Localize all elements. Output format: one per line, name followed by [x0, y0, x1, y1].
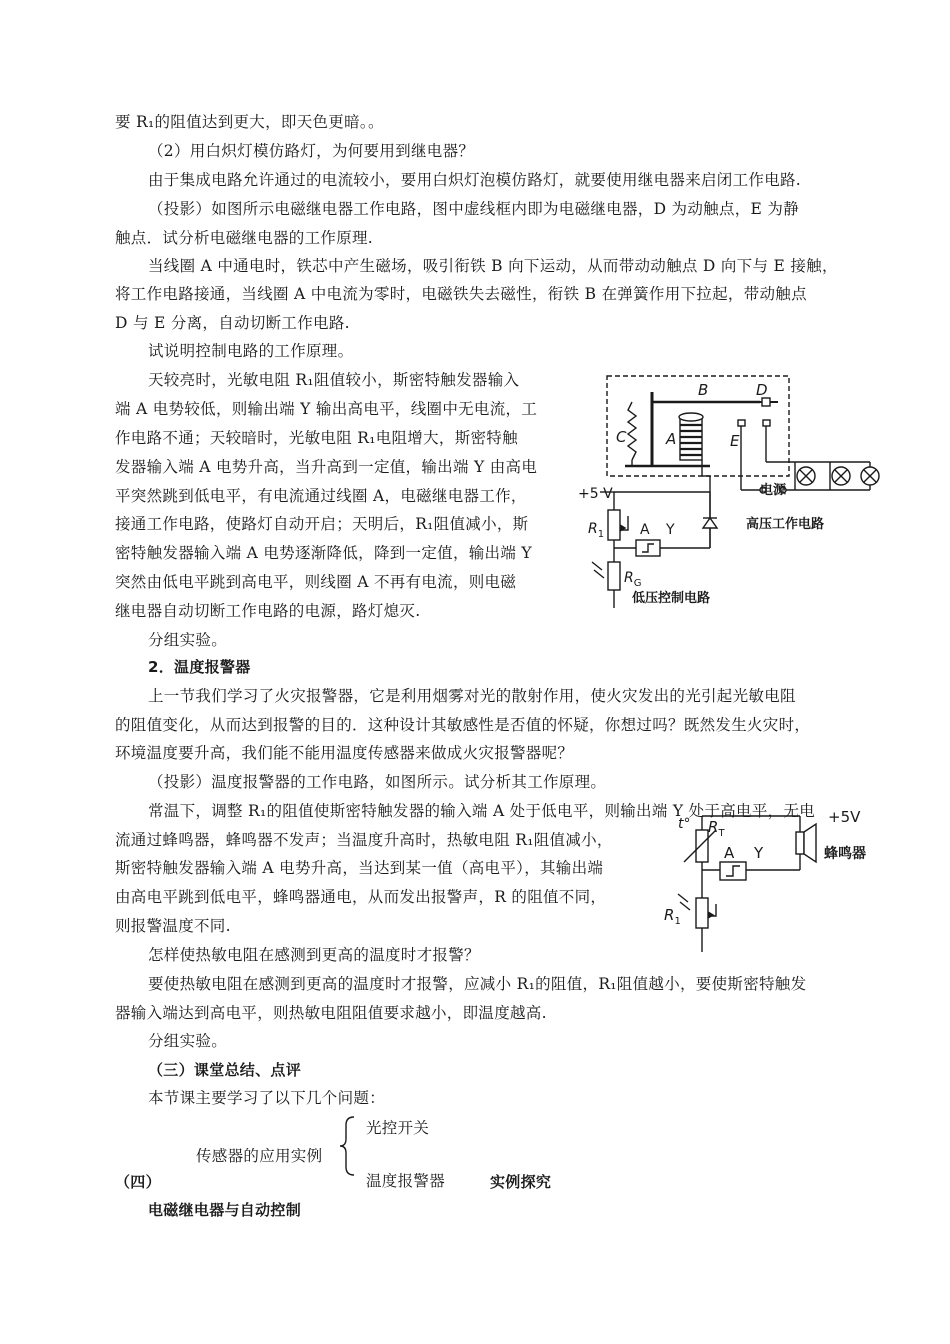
paragraph-line: （投影）温度报警器的工作电路，如图所示。试分析其工作原理。 [148, 773, 607, 791]
label-gate-a: A [724, 844, 735, 862]
section-heading: （四） [115, 1173, 161, 1191]
relay-circuit-figure [570, 370, 890, 620]
summary-item-temp-alarm: 温度报警器 [366, 1172, 446, 1190]
paragraph-line: 器输入端达到高电平，则热敏电阻阻值要求越小，即温度越高. [115, 1004, 547, 1022]
label-d: D [756, 381, 768, 399]
label-e: E [730, 432, 740, 450]
brace-icon [338, 1115, 358, 1177]
paragraph-line: 密特触发器输入端 A 电势逐渐降低，降到一定值，输出端 Y [115, 544, 532, 562]
paragraph-line: 分组实验。 [148, 1032, 228, 1050]
paragraph-line: 继电器自动切断工作电路的电源，路灯熄灭. [115, 602, 421, 620]
paragraph-line: 本节课主要学习了以下几个问题： [148, 1089, 386, 1107]
temperature-alarm-figure [660, 802, 890, 962]
paragraph-line: 要 R₁的阻值达到更大，即天色更暗。。 [115, 113, 384, 131]
paragraph-line: 流通过蜂鸣器，蜂鸣器不发声；当温度升高时，热敏电阻 R₁阻值减小， [115, 831, 613, 849]
label-plus5v: +5V [828, 808, 861, 826]
paragraph-line: D 与 E 分离，自动切断工作电路. [115, 314, 350, 332]
paragraph-line: 则报警温度不同. [115, 917, 231, 935]
summary-item-light-switch: 光控开关 [366, 1119, 430, 1137]
label-r1: $R_1$ [588, 521, 605, 540]
section-heading: 实例探究 [490, 1173, 552, 1191]
paragraph-line: 发器输入端 A 电势升高，当升高到一定值，输出端 Y 由高电 [115, 458, 538, 476]
summary-diagram [190, 1115, 490, 1195]
paragraph-line: 突然由低电平跳到高电平，则线圈 A 不再有电流，则电磁 [115, 573, 517, 591]
paragraph-line: 当线圈 A 中通电时，铁芯中产生磁场，吸引衔铁 B 向下运动，从而带动动触点 D 向下与 E 接触， [148, 257, 838, 275]
label-c: C [616, 428, 627, 446]
paragraph-line: （2）用白炽灯模仿路灯，为何要用到继电器？ [148, 142, 475, 160]
paragraph-line: 常温下，调整 R₁的阻值使斯密特触发器的输入端 A 处于低电平，则输出端 Y 处于高电平，无电 [148, 802, 816, 820]
paragraph-line: 斯密特触发器输入端 A 电势升高，当达到某一值（高电平），其输出端 [115, 859, 604, 877]
section-heading: 2．温度报警器 [148, 658, 251, 676]
label-gate-a: A [640, 522, 650, 538]
paragraph-line: 触点．试分析电磁继电器的工作原理. [115, 229, 374, 247]
paragraph-line: 由高电平跳到低电平，蜂鸣器通电，从而发出报警声，R 的阻值不同， [115, 888, 607, 906]
label-rt: $R_T$ [708, 818, 725, 839]
label-gate-y: Y [666, 522, 675, 538]
paragraph-line: 的阻值变化，从而达到报警的目的．这种设计其敏感性是否值的怀疑，你想过吗？既然发生火灾时， [115, 716, 811, 734]
section-heading: 电磁继电器与自动控制 [148, 1201, 302, 1219]
label-r1: $R_1$ [664, 906, 681, 927]
paragraph-line: 作电路不通；天较暗时，光敏电阻 R₁电阻增大，斯密特触 [115, 429, 518, 447]
paragraph-line: 环境温度要升高，我们能不能用温度传感器来做成火灾报警器呢？ [115, 744, 574, 762]
label-power: 电源 [760, 483, 787, 498]
label-low-circuit: 低压控制电路 [632, 591, 711, 606]
paragraph-line: 平突然跳到低电平，有电流通过线圈 A，电磁继电器工作， [115, 487, 527, 505]
paragraph-line: 要使热敏电阻在感测到更高的温度时才报警，应减小 R₁的阻值，R₁阻值越小，要使斯密特触发 [148, 975, 807, 993]
paragraph-line: （投影）如图所示电磁继电器工作电路，图中虚线框内即为电磁继电器，D 为动触点，E 为静 [148, 200, 799, 218]
label-gate-y: Y [754, 844, 764, 862]
paragraph-line: 端 A 电势较低，则输出端 Y 输出高电平，线圈中无电流，工 [115, 400, 538, 418]
paragraph-line: 怎样使热敏电阻在感测到更高的温度时才报警？ [148, 946, 480, 964]
label-b: B [698, 381, 709, 399]
label-a: A [666, 430, 677, 448]
label-temp: t° [678, 816, 691, 832]
summary-root: 传感器的应用实例 [196, 1147, 323, 1165]
paragraph-line: 由于集成电路允许通过的电流较小，要用白炽灯泡模仿路灯，就要使用继电器来启闭工作电路. [148, 171, 802, 189]
paragraph-line: 接通工作电路，使路灯自动开启；天明后，R₁阻值减小，斯 [115, 515, 529, 533]
paragraph-line: 将工作电路接通，当线圈 A 中电流为零时，电磁铁失去磁性，衔铁 B 在弹簧作用下拉起，带动触点 [115, 285, 807, 303]
paragraph-line: 天较亮时，光敏电阻 R₁阻值较小，斯密特触发器输入 [148, 371, 520, 389]
paragraph-line: 试说明控制电路的工作原理。 [148, 342, 354, 360]
label-rg: $R_G$ [624, 570, 642, 589]
label-plus5v: +5 V [578, 486, 613, 502]
paragraph-line: 分组实验。 [148, 631, 228, 649]
label-high-circuit: 高压工作电路 [746, 517, 825, 532]
section-heading: （三）课堂总结、点评 [148, 1061, 302, 1079]
label-buzzer: 蜂鸣器 [824, 846, 866, 862]
paragraph-line: 上一节我们学习了火灾报警器，它是利用烟雾对光的散射作用，使火灾发出的光引起光敏电阻 [148, 687, 796, 705]
